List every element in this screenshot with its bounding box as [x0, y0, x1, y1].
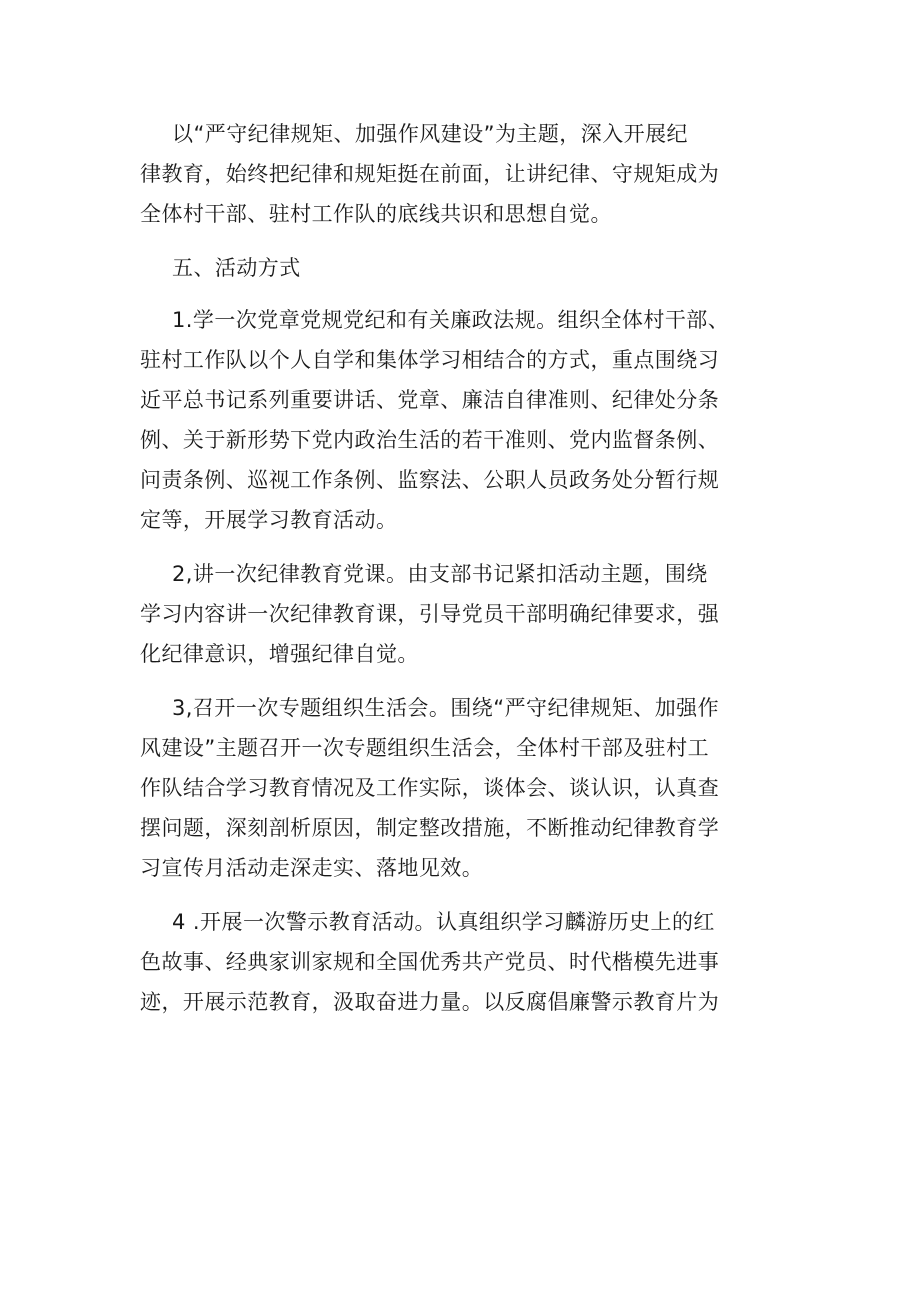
text-line: 风建设”主题召开一次专题组织生活会，全体村干部及驻村工 — [140, 736, 710, 760]
text-line: 定等，开展学习教育活动。 — [140, 508, 398, 532]
text-line: 2,讲一次纪律教育党课。由支部书记紧扣活动主题，围绕 — [172, 562, 708, 586]
text-line: 4 .开展一次警示教育活动。认真组织学习麟游历史上的红 — [172, 910, 715, 934]
text-line: 化纪律意识，增强纪律自觉。 — [140, 642, 419, 666]
text-line: 例、关于新形势下党内政治生活的若干准则、党内监督条例、 — [140, 428, 720, 452]
paragraph-item-4 — [140, 902, 780, 1022]
text-line: 律教育，始终把纪律和规矩挺在前面，让讲纪律、守规矩成为 — [140, 162, 720, 186]
document-body — [140, 114, 780, 1036]
text-line: 驻村工作队以个人自学和集体学习相结合的方式，重点围绕习 — [140, 348, 720, 372]
text-line: 3,召开一次专题组织生活会。围绕“严守纪律规矩、加强作 — [172, 696, 720, 720]
text-line: 学习内容讲一次纪律教育课，引导党员干部明确纪律要求，强 — [140, 602, 720, 626]
text-line: 习宣传月活动走深走实、落地见效。 — [140, 856, 484, 880]
text-line: 迹，开展示范教育，汲取奋进力量。以反腐倡廉警示教育片为 — [140, 990, 720, 1014]
paragraph-theme — [140, 114, 780, 234]
text-line: 作队结合学习教育情况及工作实际，谈体会、谈认识，认真查 — [140, 776, 720, 800]
text-line: 1.学一次党章党规党纪和有关廉政法规。组织全体村干部、 — [172, 308, 730, 332]
paragraph-item-3 — [140, 688, 780, 888]
paragraph-item-1 — [140, 300, 780, 540]
text-line: 近平总书记系列重要讲话、党章、廉洁自律准则、纪律处分条 — [140, 388, 720, 412]
section-title: 五、活动方式 — [172, 256, 301, 280]
text-line: 问责条例、巡视工作条例、监察法、公职人员政务处分暂行规 — [140, 468, 720, 492]
text-line: 全体村干部、驻村工作队的底线共识和思想自觉。 — [140, 202, 612, 226]
paragraph-item-2 — [140, 554, 780, 674]
text-line: 以“严守纪律规矩、加强作风建设”为主题，深入开展纪 — [172, 122, 689, 146]
text-line: 色故事、经典家训家规和全国优秀共产党员、时代楷模先进事 — [140, 950, 720, 974]
section-heading — [140, 248, 780, 288]
text-line: 摆问题，深刻剖析原因，制定整改措施，不断推动纪律教育学 — [140, 816, 720, 840]
